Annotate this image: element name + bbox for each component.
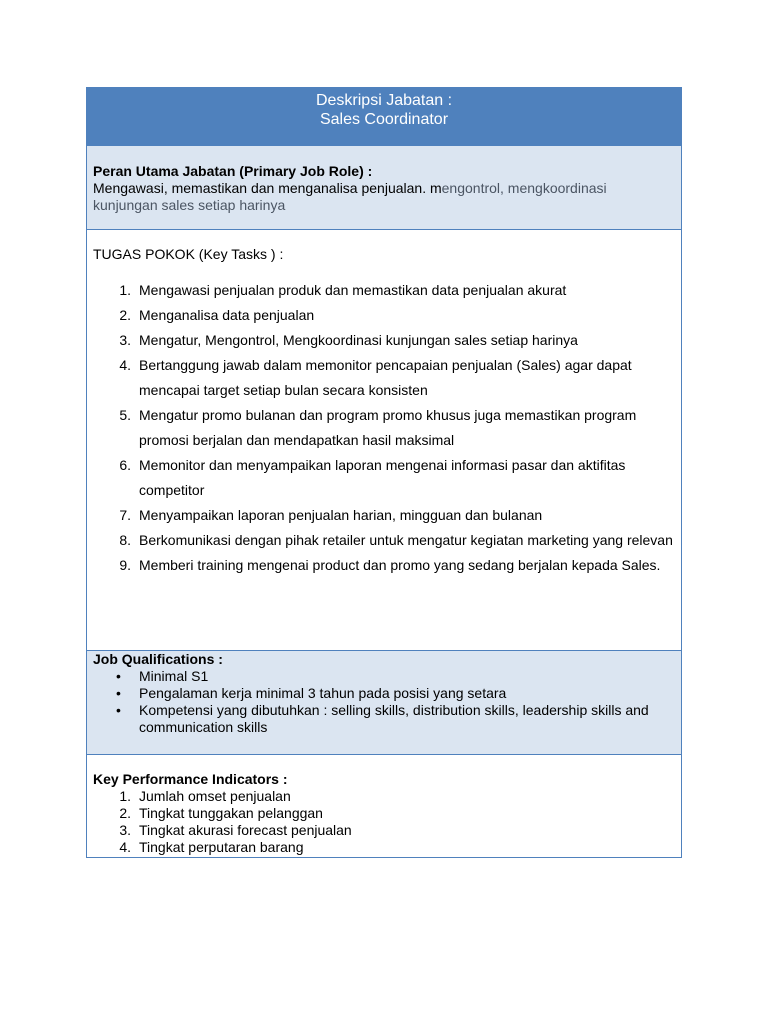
list-item-text: Menganalisa data penjualan	[139, 307, 315, 323]
primary-role-section	[87, 146, 681, 230]
table-header	[87, 88, 681, 146]
list-item-text: Tingkat perputaran barang	[139, 839, 304, 855]
job-qualifications-section	[87, 651, 681, 755]
header-title-line1: Deskripsi Jabatan :	[315, 92, 453, 109]
primary-role-label: Peran Utama Jabatan (Primary Job Role) :	[93, 163, 373, 179]
list-item-text: Mengatur, Mengontrol, Mengkoordinasi kunjungan sales setiap harinya	[139, 332, 578, 348]
list-item	[93, 822, 675, 839]
job-qualifications-label: Job Qualifications :	[93, 651, 223, 667]
list-item-text: Minimal S1	[139, 668, 209, 684]
list-item	[93, 788, 675, 805]
list-item	[93, 668, 675, 685]
list-item	[93, 805, 675, 822]
list-item-number: 4.	[119, 357, 131, 373]
list-item-text: Mengatur promo bulanan dan program promo khusus juga memastikan program promosi berjalan dan mendapatkan hasil maksimal	[139, 407, 637, 448]
bullet-icon: •	[116, 685, 121, 701]
list-item-text: Berkomunikasi dengan pihak retailer untuk mengatur kegiatan marketing yang relevan	[139, 532, 673, 548]
primary-role-desc-part1: Mengawasi, memastikan dan menganalisa penjualan. m	[93, 180, 442, 196]
list-item-number: 2.	[119, 805, 131, 821]
key-tasks-section	[87, 230, 681, 651]
list-item-number: 3.	[119, 332, 131, 348]
list-item	[93, 328, 675, 353]
primary-role-desc-part2: engontrol, mengkoordinasi kunjungan sales setiap harinya	[93, 180, 607, 213]
list-item-number: 4.	[119, 839, 131, 855]
list-item-text: Mengawasi penjualan produk dan memastikan data penjualan akurat	[139, 282, 567, 298]
list-item	[93, 685, 675, 702]
list-item-number: 5.	[119, 407, 131, 423]
list-item	[93, 528, 675, 553]
list-item	[93, 403, 675, 453]
list-item-text: Menyampaikan laporan penjualan harian, mingguan dan bulanan	[139, 507, 543, 523]
list-item	[93, 553, 675, 578]
list-item-number: 1.	[119, 282, 131, 298]
list-item-number: 3.	[119, 822, 131, 838]
list-item-number: 6.	[119, 457, 131, 473]
list-item	[93, 839, 675, 856]
key-tasks-list	[93, 278, 675, 578]
header-title-line2: Sales Coordinator	[319, 111, 449, 128]
list-item-text: Tingkat akurasi forecast penjualan	[139, 822, 352, 838]
list-item	[93, 453, 675, 503]
kpi-list	[93, 788, 675, 856]
list-item-text: Memonitor dan menyampaikan laporan mengenai informasi pasar dan aktifitas competitor	[139, 457, 626, 498]
list-item	[93, 503, 675, 528]
list-item-number: 8.	[119, 532, 131, 548]
list-item-text: Bertanggung jawab dalam memonitor pencapaian penjualan (Sales) agar dapat mencapai target setiap bulan secara konsisten	[139, 357, 632, 398]
job-qualifications-list	[93, 668, 675, 736]
list-item-number: 1.	[119, 788, 131, 804]
list-item	[93, 303, 675, 328]
list-item-number: 2.	[119, 307, 131, 323]
bullet-icon: •	[116, 668, 121, 684]
bullet-icon: •	[116, 702, 121, 718]
job-description-table	[86, 87, 682, 858]
list-item-number: 7.	[119, 507, 131, 523]
list-item-text: Tingkat tunggakan pelanggan	[139, 805, 323, 821]
list-item-text: Memberi training mengenai product dan promo yang sedang berjalan kepada Sales.	[139, 557, 661, 573]
list-item-text: Jumlah omset penjualan	[139, 788, 291, 804]
list-item	[93, 353, 675, 403]
list-item-text: Kompetensi yang dibutuhkan : selling skills, distribution skills, leadership skills and communication skills	[139, 702, 649, 735]
list-item	[93, 278, 675, 303]
key-tasks-label: TUGAS POKOK (Key Tasks ) :	[93, 246, 284, 262]
list-item-number: 9.	[119, 557, 131, 573]
list-item-text: Pengalaman kerja minimal 3 tahun pada posisi yang setara	[139, 685, 507, 701]
list-item	[93, 702, 675, 736]
kpi-section	[87, 755, 681, 857]
kpi-label: Key Performance Indicators :	[93, 771, 288, 787]
primary-role-description	[93, 180, 675, 214]
